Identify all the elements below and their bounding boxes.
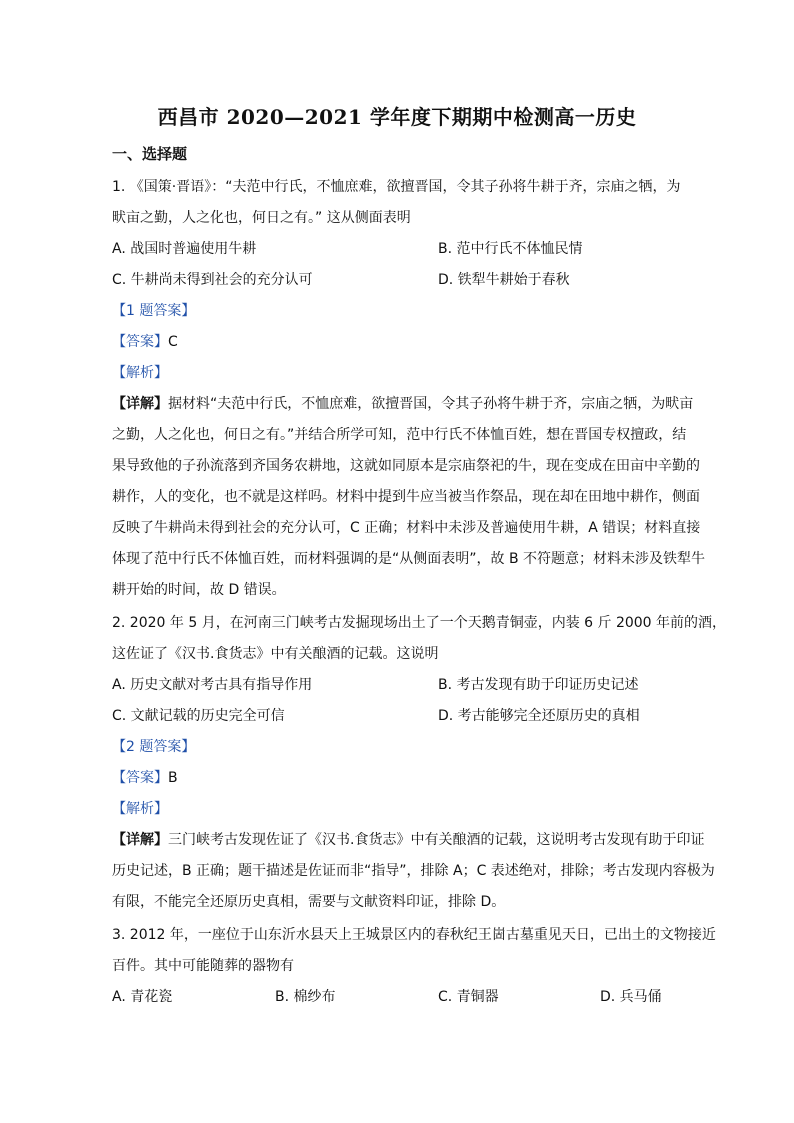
section-heading: 一、选择题 [112,145,188,163]
q1-option-b: B. 范中行氏不体恤民情 [438,241,583,257]
q2-answer-header: 【2 题答案】 [112,739,196,755]
q1-option-d: D. 铁犁牛耕始于春秋 [438,272,570,288]
q1-detail-line-3: 果导致他的子孙流落到齐国务农耕地，这就如同原本是宗庙祭祀的牛，现在变成在田亩中辛勤的 [112,458,700,474]
q2-detail-line-3: 有限，不能完全还原历史真相，需要与文献资料印证，排除 D。 [112,894,506,910]
q3-stem-line-1: 3. 2012 年，一座位于山东沂水县天上王城景区内的春秋纪王崮古墓重见天日，已出土的文物接近 [112,927,716,943]
q3-option-a: A. 青花瓷 [112,989,173,1005]
q1-answer-line [112,332,702,352]
q2-option-a: A. 历史文献对考古具有指导作用 [112,677,313,693]
q1-detail-tag: 【详解】 [112,396,168,412]
q1-option-a: A. 战国时普遍使用牛耕 [112,241,257,257]
q1-detail-line-5: 反映了牛耕尚未得到社会的充分认可，C 正确；材料中未涉及普遍使用牛耕，A 错误；材料直接 [112,520,701,536]
q2-detail-tag: 【详解】 [112,832,168,848]
q2-answer-tag: 【答案】 [112,770,168,786]
q2-detail-line-1 [112,830,705,850]
q2-stem-line-2: 这佐证了《汉书.食货志》中有关酿酒的记载。这说明 [112,646,439,662]
q1-detail-text-1: 据材料“夫范中行氏，不恤庶难，欲擅晋国，令其子孙将牛耕于齐，宗庙之牺，为畎亩 [168,396,694,412]
q1-stem-line-1: 1. 《国策·晋语》：“夫范中行氏，不恤庶难，欲擅晋国，令其子孙将牛耕于齐，宗庙之牺，为 [112,179,681,195]
q1-stem-line-2: 畎亩之勤，人之化也，何日之有。” 这从侧面表明 [112,210,411,226]
q3-option-d: D. 兵马俑 [600,989,662,1005]
q2-stem-line-1: 2. 2020 年 5 月，在河南三门峡考古发掘现场出土了一个天鹅青铜壶，内装 6 斤 2000 年前的酒， [112,615,727,631]
q1-detail-line-4: 耕作，人的变化，也不就是这样吗。材料中提到牛应当被当作祭品，现在却在田地中耕作，侧面 [112,489,700,505]
q2-detail-line-2: 历史记述，B 正确；题干描述是佐证而非“指导”，排除 A；C 表述绝对，排除；考古发现内容极为 [112,863,715,879]
q1-detail-line-6: 体现了范中行氏不体恤百姓，而材料强调的是“从侧面表明”，故 B 不符题意；材料未涉及铁犁牛 [112,551,706,567]
q2-option-c: C. 文献记载的历史完全可信 [112,708,285,724]
q2-answer-value: B [168,770,178,786]
q1-detail-line-1 [112,394,702,414]
q2-answer-line [112,768,702,788]
q3-option-b: B. 棉纱布 [275,989,336,1005]
q3-option-c: C. 青铜器 [438,989,499,1005]
q1-detail-line-7: 耕开始的时间，故 D 错误。 [112,582,286,598]
q1-detail-line-2: 之勤，人之化也，何日之有。”并结合所学可知，范中行氏不体恤百姓，想在晋国专权擅政，结 [112,427,687,443]
page-title: 西昌市 2020—2021 学年度下期期中检测高一历史 [157,105,637,129]
q1-answer-tag: 【答案】 [112,334,168,350]
q1-answer-header: 【1 题答案】 [112,303,196,319]
q2-analysis-tag: 【解析】 [112,801,168,817]
q1-option-c: C. 牛耕尚未得到社会的充分认可 [112,272,313,288]
q1-answer-value: C [168,334,178,350]
q2-option-d: D. 考古能够完全还原历史的真相 [438,708,640,724]
q2-option-b: B. 考古发现有助于印证历史记述 [438,677,639,693]
q1-analysis-tag: 【解析】 [112,365,168,381]
q2-detail-text-1: 三门峡考古发现佐证了《汉书.食货志》中有关酿酒的记载，这说明考古发现有助于印证 [168,832,705,848]
q3-stem-line-2: 百件。其中可能随葬的器物有 [112,958,294,974]
